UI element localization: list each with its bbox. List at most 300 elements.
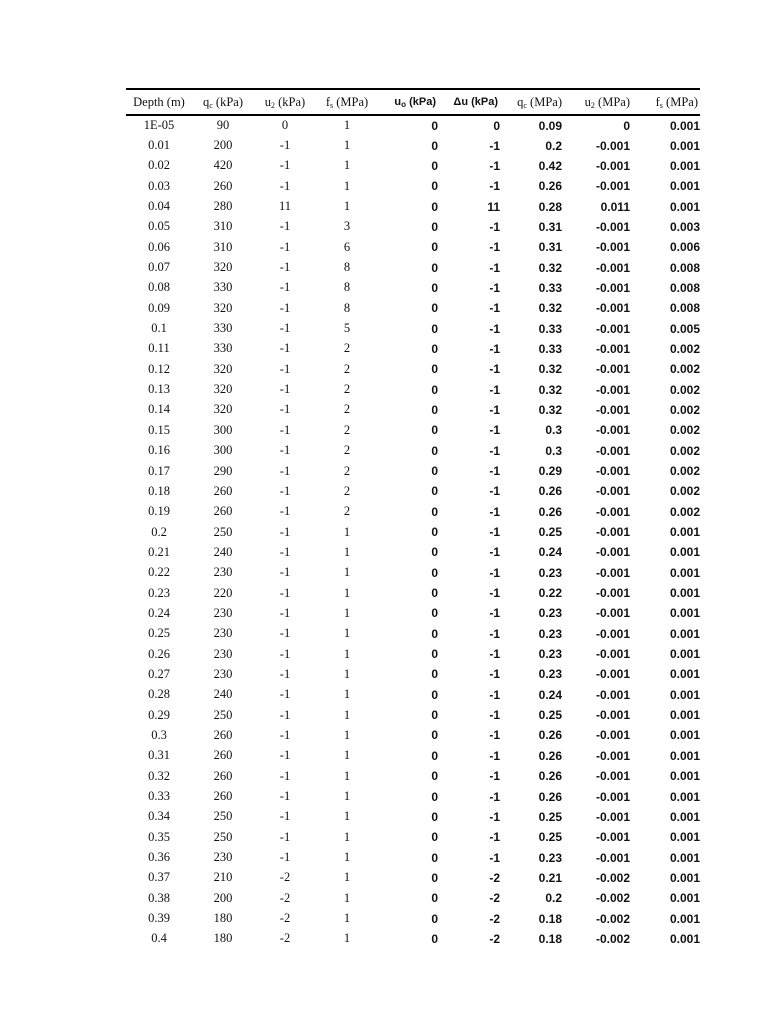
cell-u2-kpa: -1 bbox=[279, 707, 291, 722]
cell-depth: 1E-05 bbox=[143, 118, 175, 133]
table-row bbox=[126, 176, 700, 196]
cell-uo-kpa: 0 bbox=[431, 565, 438, 580]
column-header-u2-kpa: $u_2$ (kPa) bbox=[254, 89, 316, 115]
cell-fs-mpa-2: 0.001 bbox=[669, 769, 700, 784]
cell-fs-mpa: 1 bbox=[343, 870, 351, 885]
cell-qc-mpa: 0.25 bbox=[538, 708, 562, 723]
cell-fs-mpa: 1 bbox=[343, 666, 351, 681]
cell-qc-mpa: 0.26 bbox=[538, 789, 562, 804]
table-row bbox=[126, 298, 700, 318]
cell-fs-mpa-2: 0.008 bbox=[669, 301, 700, 316]
cell-u2-mpa: -0.001 bbox=[595, 830, 630, 845]
cell-delta-u-kpa: -1 bbox=[489, 138, 500, 153]
cell-qc-kpa: 310 bbox=[213, 239, 233, 254]
table-row bbox=[126, 379, 700, 399]
cell-fs-mpa-2: 0.001 bbox=[669, 138, 700, 153]
cell-qc-mpa: 0.29 bbox=[538, 464, 562, 479]
cell-u2-mpa: -0.001 bbox=[595, 301, 630, 316]
cell-fs-mpa-2: 0.008 bbox=[669, 260, 700, 275]
cell-fs-mpa-2: 0.002 bbox=[669, 443, 700, 458]
cell-delta-u-kpa: -1 bbox=[489, 179, 500, 194]
cell-u2-kpa: -1 bbox=[279, 646, 291, 661]
cell-fs-mpa: 1 bbox=[343, 646, 351, 661]
cell-uo-kpa: 0 bbox=[431, 606, 438, 621]
cell-uo-kpa: 0 bbox=[431, 382, 438, 397]
cell-depth: 0.03 bbox=[148, 178, 170, 193]
column-header-depth: Depth (m) bbox=[126, 89, 192, 115]
table-row bbox=[126, 156, 700, 176]
cell-delta-u-kpa: -1 bbox=[489, 769, 500, 784]
cell-fs-mpa: 2 bbox=[343, 422, 351, 437]
column-header-uo-kpa: $u_o$ (kPa) bbox=[378, 89, 440, 115]
cell-qc-kpa: 320 bbox=[213, 402, 233, 417]
cell-depth: 0.4 bbox=[151, 931, 167, 946]
cell-delta-u-kpa: -1 bbox=[489, 687, 500, 702]
cell-depth: 0.22 bbox=[148, 565, 170, 580]
cell-uo-kpa: 0 bbox=[431, 748, 438, 763]
cell-u2-mpa: -0.001 bbox=[595, 260, 630, 275]
cell-depth: 0.39 bbox=[148, 911, 170, 926]
cell-uo-kpa: 0 bbox=[431, 219, 438, 234]
cell-qc-mpa: 0.23 bbox=[538, 626, 562, 641]
cell-delta-u-kpa: -1 bbox=[489, 382, 500, 397]
cell-fs-mpa: 8 bbox=[343, 260, 351, 275]
table-row bbox=[126, 624, 700, 644]
cell-delta-u-kpa: -1 bbox=[489, 789, 500, 804]
table-row bbox=[126, 746, 700, 766]
cell-delta-u-kpa: -1 bbox=[489, 850, 500, 865]
cell-fs-mpa-2: 0.002 bbox=[669, 402, 700, 417]
cell-uo-kpa: 0 bbox=[431, 260, 438, 275]
cell-u2-mpa: -0.001 bbox=[595, 687, 630, 702]
cell-u2-mpa: -0.001 bbox=[595, 138, 630, 153]
cell-qc-kpa: 320 bbox=[213, 382, 233, 397]
cell-fs-mpa: 1 bbox=[343, 199, 351, 214]
cell-delta-u-kpa: -1 bbox=[489, 626, 500, 641]
cell-u2-mpa: -0.001 bbox=[595, 708, 630, 723]
cell-u2-mpa: -0.001 bbox=[595, 362, 630, 377]
cell-depth: 0.31 bbox=[148, 748, 170, 763]
cell-depth: 0.06 bbox=[148, 239, 170, 254]
table-row bbox=[126, 908, 700, 928]
cell-u2-mpa: -0.001 bbox=[595, 647, 630, 662]
cell-fs-mpa: 1 bbox=[343, 544, 351, 559]
cell-uo-kpa: 0 bbox=[431, 769, 438, 784]
cell-delta-u-kpa: -1 bbox=[489, 809, 500, 824]
cell-u2-mpa: -0.001 bbox=[595, 545, 630, 560]
cell-depth: 0.17 bbox=[148, 463, 170, 478]
cell-qc-mpa: 0.2 bbox=[545, 891, 562, 906]
table-row bbox=[126, 705, 700, 725]
cpt-data-table bbox=[126, 88, 700, 949]
cell-depth: 0.05 bbox=[148, 219, 170, 234]
cell-u2-mpa: -0.001 bbox=[595, 525, 630, 540]
cell-delta-u-kpa: -1 bbox=[489, 647, 500, 662]
cell-delta-u-kpa: -1 bbox=[489, 565, 500, 580]
cell-qc-mpa: 0.3 bbox=[545, 423, 562, 438]
cell-fs-mpa: 1 bbox=[343, 118, 351, 133]
table-row bbox=[126, 257, 700, 277]
cell-u2-kpa: -1 bbox=[279, 178, 291, 193]
cell-delta-u-kpa: -1 bbox=[489, 240, 500, 255]
cell-fs-mpa: 1 bbox=[343, 768, 351, 783]
cell-delta-u-kpa: -2 bbox=[489, 931, 500, 946]
cell-qc-kpa: 300 bbox=[213, 422, 233, 437]
cell-fs-mpa-2: 0.001 bbox=[669, 687, 700, 702]
cell-u2-kpa: -1 bbox=[279, 239, 291, 254]
cell-qc-mpa: 0.42 bbox=[538, 158, 562, 173]
cell-qc-mpa: 0.28 bbox=[538, 199, 562, 214]
cell-qc-mpa: 0.33 bbox=[538, 321, 562, 336]
cell-qc-kpa: 250 bbox=[213, 829, 233, 844]
cell-fs-mpa-2: 0.001 bbox=[669, 748, 700, 763]
cell-u2-mpa: -0.001 bbox=[595, 484, 630, 499]
cell-u2-kpa: -1 bbox=[279, 463, 291, 478]
cell-delta-u-kpa: 11 bbox=[487, 199, 500, 214]
cell-delta-u-kpa: -2 bbox=[489, 911, 500, 926]
cell-depth: 0.3 bbox=[151, 727, 167, 742]
cell-uo-kpa: 0 bbox=[431, 931, 438, 946]
cell-fs-mpa-2: 0.001 bbox=[669, 199, 700, 214]
cell-qc-mpa: 0.24 bbox=[538, 687, 562, 702]
table-row bbox=[126, 685, 700, 705]
cell-u2-kpa: -1 bbox=[279, 321, 291, 336]
cell-u2-kpa: -1 bbox=[279, 219, 291, 234]
cell-u2-mpa: -0.001 bbox=[595, 443, 630, 458]
cell-u2-mpa: -0.001 bbox=[595, 341, 630, 356]
cell-u2-mpa: -0.001 bbox=[595, 219, 630, 234]
cell-fs-mpa-2: 0.002 bbox=[669, 423, 700, 438]
cell-fs-mpa: 2 bbox=[343, 504, 351, 519]
cell-fs-mpa: 8 bbox=[343, 280, 351, 295]
table-row bbox=[126, 217, 700, 237]
cell-uo-kpa: 0 bbox=[431, 586, 438, 601]
table-row bbox=[126, 786, 700, 806]
cell-uo-kpa: 0 bbox=[431, 911, 438, 926]
cell-qc-mpa: 0.26 bbox=[538, 504, 562, 519]
table-row bbox=[126, 807, 700, 827]
table-row bbox=[126, 400, 700, 420]
cell-u2-kpa: -1 bbox=[279, 748, 291, 763]
cell-qc-mpa: 0.32 bbox=[538, 301, 562, 316]
cell-delta-u-kpa: -1 bbox=[489, 158, 500, 173]
cell-fs-mpa: 1 bbox=[343, 850, 351, 865]
cell-fs-mpa-2: 0.002 bbox=[669, 504, 700, 519]
cell-u2-kpa: 11 bbox=[278, 199, 292, 214]
cell-fs-mpa: 1 bbox=[343, 565, 351, 580]
cell-qc-mpa: 0.26 bbox=[538, 748, 562, 763]
cell-qc-mpa: 0.26 bbox=[538, 484, 562, 499]
cell-qc-kpa: 230 bbox=[213, 605, 233, 620]
cell-u2-kpa: -1 bbox=[279, 544, 291, 559]
cell-qc-kpa: 320 bbox=[213, 260, 233, 275]
cell-qc-kpa: 230 bbox=[213, 626, 233, 641]
cell-fs-mpa-2: 0.001 bbox=[669, 545, 700, 560]
cell-u2-kpa: -1 bbox=[279, 666, 291, 681]
cell-u2-kpa: -1 bbox=[279, 361, 291, 376]
cell-fs-mpa: 1 bbox=[343, 585, 351, 600]
cell-depth: 0.27 bbox=[148, 666, 170, 681]
cell-fs-mpa: 1 bbox=[343, 605, 351, 620]
cell-uo-kpa: 0 bbox=[431, 280, 438, 295]
cell-delta-u-kpa: -1 bbox=[489, 423, 500, 438]
cell-fs-mpa-2: 0.001 bbox=[669, 158, 700, 173]
cell-delta-u-kpa: -1 bbox=[489, 321, 500, 336]
cell-u2-kpa: -2 bbox=[279, 931, 291, 946]
cell-u2-kpa: -1 bbox=[279, 687, 291, 702]
cell-u2-mpa: -0.002 bbox=[595, 870, 630, 885]
cell-depth: 0.07 bbox=[148, 260, 170, 275]
cell-qc-mpa: 0.23 bbox=[538, 565, 562, 580]
cell-delta-u-kpa: -2 bbox=[489, 891, 500, 906]
cell-u2-mpa: -0.001 bbox=[595, 464, 630, 479]
cell-uo-kpa: 0 bbox=[431, 158, 438, 173]
cell-fs-mpa: 5 bbox=[343, 321, 351, 336]
table-body bbox=[126, 115, 700, 949]
cell-u2-mpa: -0.001 bbox=[595, 728, 630, 743]
cell-delta-u-kpa: -2 bbox=[489, 870, 500, 885]
cell-uo-kpa: 0 bbox=[431, 240, 438, 255]
cell-u2-mpa: -0.001 bbox=[595, 382, 630, 397]
cell-fs-mpa: 1 bbox=[343, 707, 351, 722]
cell-fs-mpa-2: 0.001 bbox=[669, 565, 700, 580]
cell-uo-kpa: 0 bbox=[431, 830, 438, 845]
cell-uo-kpa: 0 bbox=[431, 362, 438, 377]
cell-qc-mpa: 0.23 bbox=[538, 606, 562, 621]
cell-qc-kpa: 180 bbox=[213, 911, 233, 926]
cell-delta-u-kpa: -1 bbox=[489, 830, 500, 845]
cell-uo-kpa: 0 bbox=[431, 647, 438, 662]
cell-fs-mpa-2: 0.001 bbox=[669, 870, 700, 885]
cell-qc-kpa: 260 bbox=[213, 748, 233, 763]
cell-qc-mpa: 0.21 bbox=[538, 870, 562, 885]
cell-u2-kpa: -1 bbox=[279, 158, 291, 173]
cell-qc-mpa: 0.23 bbox=[538, 667, 562, 682]
cell-delta-u-kpa: -1 bbox=[489, 504, 500, 519]
cell-qc-kpa: 260 bbox=[213, 483, 233, 498]
cell-depth: 0.18 bbox=[148, 483, 170, 498]
cell-u2-kpa: -1 bbox=[279, 626, 291, 641]
cell-qc-kpa: 260 bbox=[213, 178, 233, 193]
cell-fs-mpa: 1 bbox=[343, 748, 351, 763]
cell-qc-mpa: 0.33 bbox=[538, 280, 562, 295]
table-row bbox=[126, 827, 700, 847]
cell-uo-kpa: 0 bbox=[431, 708, 438, 723]
cell-qc-kpa: 200 bbox=[213, 138, 233, 153]
cell-u2-mpa: -0.001 bbox=[595, 321, 630, 336]
cell-u2-kpa: -2 bbox=[279, 890, 291, 905]
cell-u2-mpa: -0.002 bbox=[595, 891, 630, 906]
cell-qc-mpa: 0.32 bbox=[538, 260, 562, 275]
cell-depth: 0.12 bbox=[148, 361, 170, 376]
cell-fs-mpa: 2 bbox=[343, 463, 351, 478]
cell-qc-mpa: 0.31 bbox=[538, 219, 562, 234]
cell-qc-mpa: 0.23 bbox=[538, 647, 562, 662]
table-row bbox=[126, 644, 700, 664]
cell-fs-mpa: 6 bbox=[343, 239, 351, 254]
cell-u2-kpa: -1 bbox=[279, 422, 291, 437]
cell-u2-mpa: -0.001 bbox=[595, 667, 630, 682]
cell-depth: 0.13 bbox=[148, 382, 170, 397]
cell-fs-mpa-2: 0.002 bbox=[669, 484, 700, 499]
cell-u2-mpa: -0.001 bbox=[595, 179, 630, 194]
cell-uo-kpa: 0 bbox=[431, 789, 438, 804]
cell-qc-kpa: 200 bbox=[213, 890, 233, 905]
cell-delta-u-kpa: -1 bbox=[489, 545, 500, 560]
cell-uo-kpa: 0 bbox=[431, 199, 438, 214]
cell-u2-mpa: -0.001 bbox=[595, 789, 630, 804]
cell-qc-kpa: 420 bbox=[213, 158, 233, 173]
table-row bbox=[126, 542, 700, 562]
cell-depth: 0.09 bbox=[148, 300, 170, 315]
cell-qc-mpa: 0.31 bbox=[538, 240, 562, 255]
cell-u2-mpa: -0.001 bbox=[595, 586, 630, 601]
cell-qc-kpa: 210 bbox=[213, 870, 233, 885]
cell-u2-kpa: -1 bbox=[279, 585, 291, 600]
cell-u2-kpa: -1 bbox=[279, 443, 291, 458]
cell-fs-mpa: 1 bbox=[343, 158, 351, 173]
cell-uo-kpa: 0 bbox=[431, 402, 438, 417]
cell-depth: 0.21 bbox=[148, 544, 170, 559]
cell-u2-mpa: -0.001 bbox=[595, 748, 630, 763]
cell-uo-kpa: 0 bbox=[431, 118, 438, 133]
cell-qc-kpa: 260 bbox=[213, 504, 233, 519]
cell-fs-mpa-2: 0.001 bbox=[669, 606, 700, 621]
column-header-delta-u-kpa: Δu (kPa) bbox=[440, 89, 502, 115]
cell-fs-mpa: 1 bbox=[343, 809, 351, 824]
cell-delta-u-kpa: -1 bbox=[489, 443, 500, 458]
cell-fs-mpa-2: 0.002 bbox=[669, 362, 700, 377]
cell-uo-kpa: 0 bbox=[431, 667, 438, 682]
table-row bbox=[126, 339, 700, 359]
column-header-u2-mpa: $u_2$ (MPa) bbox=[564, 89, 632, 115]
cell-u2-mpa: -0.001 bbox=[595, 606, 630, 621]
cell-u2-kpa: -1 bbox=[279, 504, 291, 519]
column-header-qc-kpa: $q_c$ (kPa) bbox=[192, 89, 254, 115]
table-row bbox=[126, 847, 700, 867]
cell-fs-mpa: 2 bbox=[343, 402, 351, 417]
cell-delta-u-kpa: -1 bbox=[489, 484, 500, 499]
cell-fs-mpa-2: 0.001 bbox=[669, 667, 700, 682]
cell-depth: 0.04 bbox=[148, 199, 170, 214]
cell-qc-kpa: 280 bbox=[213, 199, 233, 214]
cell-uo-kpa: 0 bbox=[431, 626, 438, 641]
cell-depth: 0.28 bbox=[148, 687, 170, 702]
column-header-qc-mpa: $q_c$ (MPa) bbox=[502, 89, 564, 115]
cell-qc-kpa: 240 bbox=[213, 687, 233, 702]
cell-u2-kpa: -1 bbox=[279, 280, 291, 295]
cell-uo-kpa: 0 bbox=[431, 464, 438, 479]
cell-fs-mpa: 1 bbox=[343, 890, 351, 905]
cell-depth: 0.34 bbox=[148, 809, 170, 824]
cell-delta-u-kpa: -1 bbox=[489, 362, 500, 377]
cell-fs-mpa-2: 0.001 bbox=[669, 830, 700, 845]
cell-qc-mpa: 0.33 bbox=[538, 341, 562, 356]
cell-u2-mpa: -0.001 bbox=[595, 423, 630, 438]
table-row bbox=[126, 766, 700, 786]
cell-qc-mpa: 0.09 bbox=[538, 118, 562, 133]
cell-fs-mpa-2: 0.001 bbox=[669, 525, 700, 540]
cell-delta-u-kpa: -1 bbox=[489, 301, 500, 316]
table-row bbox=[126, 502, 700, 522]
cell-u2-mpa: -0.001 bbox=[595, 626, 630, 641]
cell-uo-kpa: 0 bbox=[431, 423, 438, 438]
table-row bbox=[126, 868, 700, 888]
cell-fs-mpa-2: 0.001 bbox=[669, 647, 700, 662]
cell-depth: 0.15 bbox=[148, 422, 170, 437]
cell-fs-mpa: 2 bbox=[343, 483, 351, 498]
cell-delta-u-kpa: -1 bbox=[489, 667, 500, 682]
cell-fs-mpa-2: 0.002 bbox=[669, 382, 700, 397]
cell-fs-mpa: 1 bbox=[343, 789, 351, 804]
cell-qc-mpa: 0.3 bbox=[545, 443, 562, 458]
cell-depth: 0.25 bbox=[148, 626, 170, 641]
table-row bbox=[126, 441, 700, 461]
cell-qc-kpa: 320 bbox=[213, 300, 233, 315]
cell-qc-kpa: 250 bbox=[213, 707, 233, 722]
column-header-fs-mpa-2: $f_s$ (MPa) bbox=[632, 89, 700, 115]
cell-qc-kpa: 330 bbox=[213, 321, 233, 336]
column-header-fs-mpa: $f_s$ (MPa) bbox=[316, 89, 378, 115]
cell-fs-mpa-2: 0.001 bbox=[669, 586, 700, 601]
cell-fs-mpa-2: 0.001 bbox=[669, 911, 700, 926]
cell-fs-mpa-2: 0.001 bbox=[669, 891, 700, 906]
table-row bbox=[126, 929, 700, 949]
cell-u2-kpa: -1 bbox=[279, 789, 291, 804]
cell-qc-kpa: 260 bbox=[213, 727, 233, 742]
cell-u2-kpa: -1 bbox=[279, 768, 291, 783]
cell-u2-kpa: -1 bbox=[279, 382, 291, 397]
cell-qc-mpa: 0.25 bbox=[538, 830, 562, 845]
cell-u2-mpa: -0.001 bbox=[595, 280, 630, 295]
cell-delta-u-kpa: -1 bbox=[489, 525, 500, 540]
cell-depth: 0.38 bbox=[148, 890, 170, 905]
table-row bbox=[126, 359, 700, 379]
cell-qc-kpa: 250 bbox=[213, 524, 233, 539]
cell-uo-kpa: 0 bbox=[431, 138, 438, 153]
cell-u2-mpa: -0.001 bbox=[595, 240, 630, 255]
cell-uo-kpa: 0 bbox=[431, 687, 438, 702]
table-row bbox=[126, 481, 700, 501]
cell-qc-mpa: 0.18 bbox=[538, 911, 562, 926]
cell-qc-mpa: 0.32 bbox=[538, 402, 562, 417]
cell-u2-kpa: -1 bbox=[279, 727, 291, 742]
cell-fs-mpa: 2 bbox=[343, 361, 351, 376]
cell-u2-kpa: -1 bbox=[279, 260, 291, 275]
cell-u2-kpa: -1 bbox=[279, 605, 291, 620]
table-row bbox=[126, 196, 700, 216]
cell-depth: 0.26 bbox=[148, 646, 170, 661]
table-row bbox=[126, 888, 700, 908]
cell-u2-kpa: 0 bbox=[281, 118, 289, 133]
cell-depth: 0.37 bbox=[148, 870, 170, 885]
cell-fs-mpa: 1 bbox=[343, 931, 351, 946]
cell-depth: 0.24 bbox=[148, 605, 170, 620]
table-row bbox=[126, 563, 700, 583]
cell-fs-mpa-2: 0.001 bbox=[669, 179, 700, 194]
cell-depth: 0.19 bbox=[148, 504, 170, 519]
cell-u2-mpa: 0 bbox=[623, 118, 630, 133]
cell-qc-mpa: 0.26 bbox=[538, 769, 562, 784]
cell-depth: 0.36 bbox=[148, 850, 170, 865]
cell-fs-mpa: 1 bbox=[343, 727, 351, 742]
cell-depth: 0.16 bbox=[148, 443, 170, 458]
cell-delta-u-kpa: -1 bbox=[489, 280, 500, 295]
cell-uo-kpa: 0 bbox=[431, 525, 438, 540]
cell-uo-kpa: 0 bbox=[431, 504, 438, 519]
table-row bbox=[126, 603, 700, 623]
cell-depth: 0.32 bbox=[148, 768, 170, 783]
